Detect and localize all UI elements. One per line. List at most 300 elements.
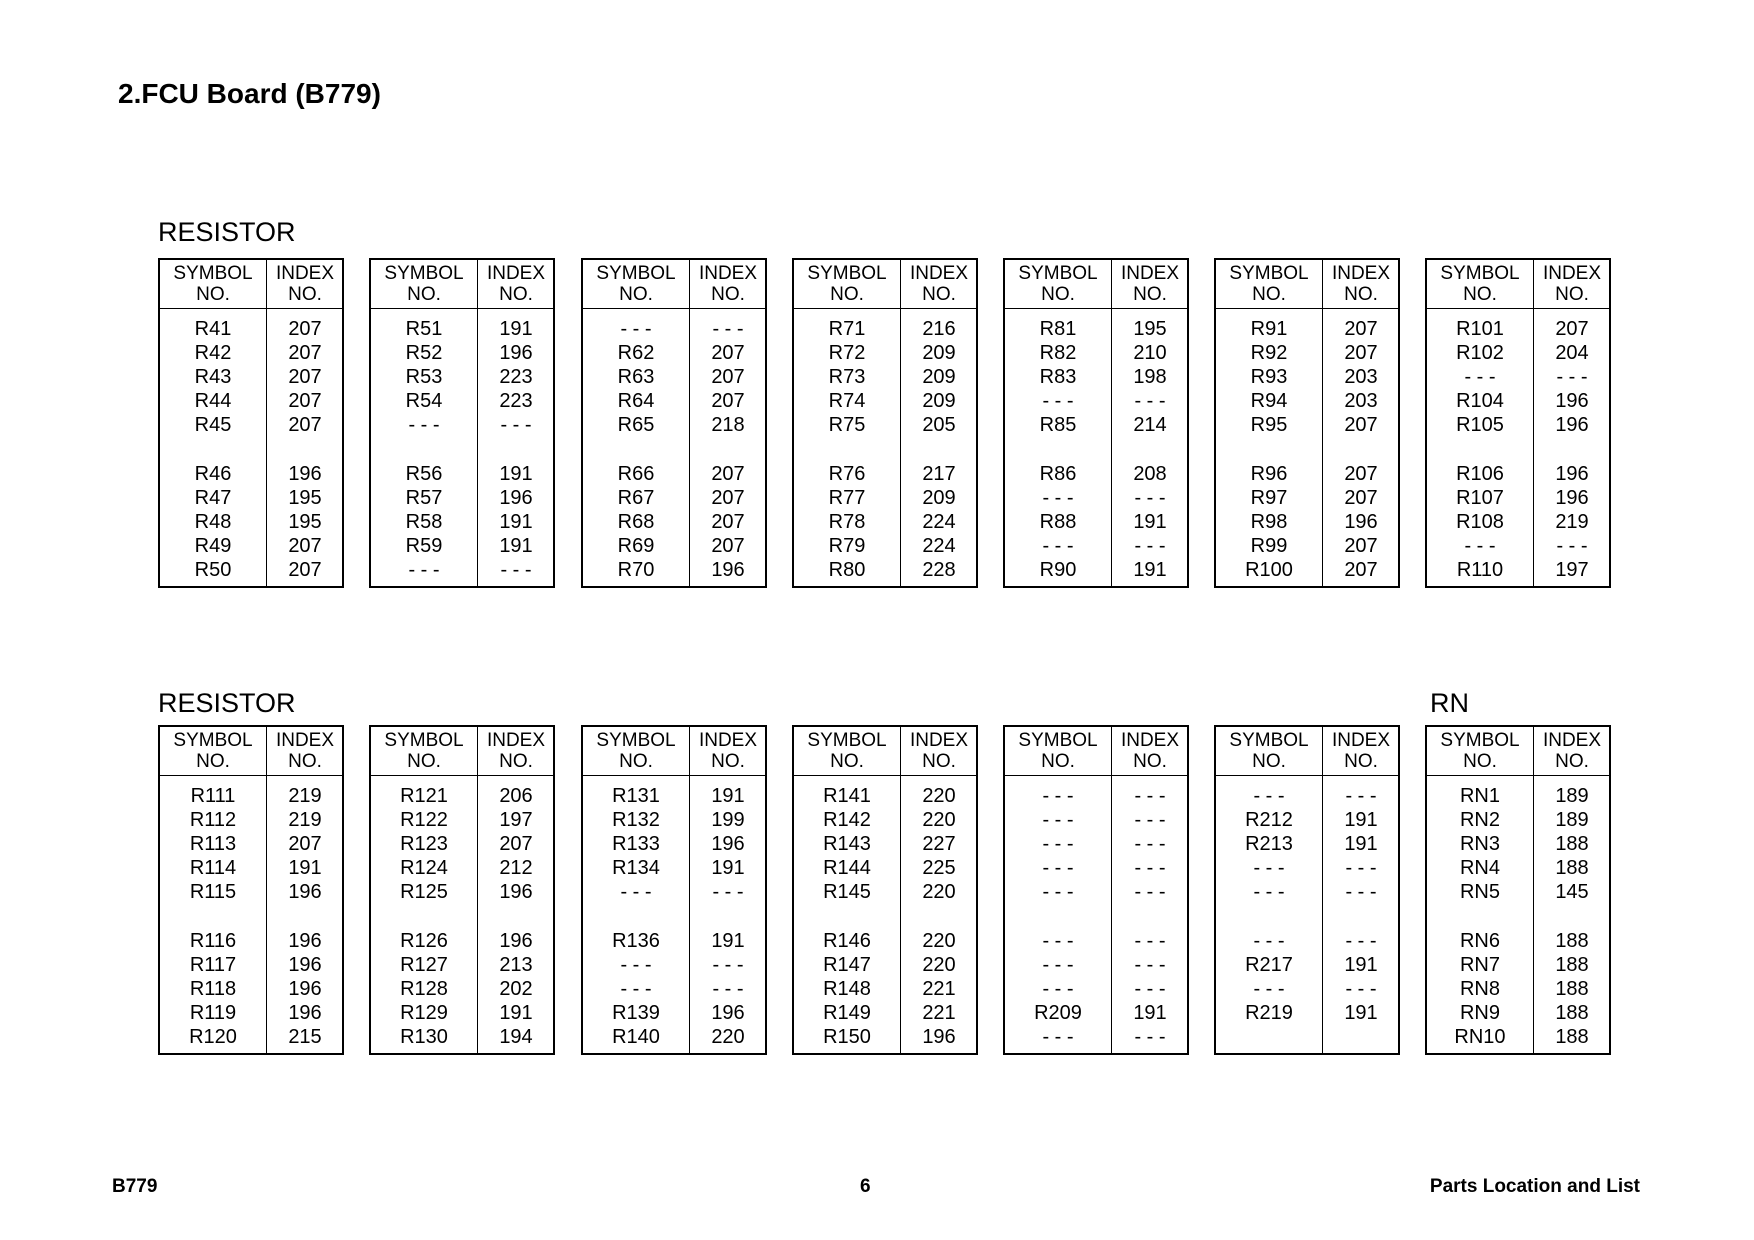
- index-cell: - - -: [1345, 930, 1377, 952]
- index-cell: 195: [1133, 318, 1167, 340]
- index-cell: - - -: [1556, 535, 1588, 557]
- symbol-cell: R51: [405, 318, 443, 340]
- symbol-cell: RN5: [1459, 881, 1500, 903]
- footer-page-number: 6: [860, 1176, 871, 1197]
- index-cell: 196: [499, 930, 533, 952]
- index-cell: 196: [288, 881, 322, 903]
- header-symbol-no-label: NO.: [619, 284, 653, 305]
- header-index-no: [477, 263, 555, 305]
- symbol-cell: RN10: [1454, 1026, 1506, 1048]
- symbol-cell: R213: [1245, 833, 1293, 855]
- index-cell: 196: [1555, 390, 1589, 412]
- index-cell: 191: [499, 1002, 533, 1024]
- index-cell: 205: [922, 414, 956, 436]
- index-cell: 204: [1555, 342, 1589, 364]
- index-cell: 199: [711, 809, 745, 831]
- symbol-cell: R144: [823, 857, 871, 879]
- index-cell: 196: [1344, 511, 1378, 533]
- header-index-no-label: NO.: [922, 284, 956, 305]
- symbol-cell: R143: [823, 833, 871, 855]
- parts-table-r2-c1: [158, 725, 344, 1055]
- symbol-cell: R59: [405, 535, 443, 557]
- index-cell: 191: [1133, 511, 1167, 533]
- index-cell: - - -: [1345, 857, 1377, 879]
- index-cell: 207: [711, 511, 745, 533]
- symbol-cell: R145: [823, 881, 871, 903]
- index-cell: 196: [288, 463, 322, 485]
- index-cell: 206: [499, 785, 533, 807]
- header-symbol-label: SYMBOL: [1018, 263, 1098, 284]
- symbol-cell: R126: [400, 930, 448, 952]
- symbol-cell: R83: [1039, 366, 1077, 388]
- header-symbol-no-label: NO.: [196, 284, 230, 305]
- index-cell: - - -: [1134, 978, 1166, 1000]
- parts-table-r1-c4: [792, 258, 978, 588]
- index-cell: 191: [499, 318, 533, 340]
- index-cell: 225: [922, 857, 956, 879]
- symbol-cell: RN6: [1459, 930, 1500, 952]
- symbol-cell: R43: [194, 366, 232, 388]
- symbol-cell: R75: [828, 414, 866, 436]
- index-cell: 196: [711, 559, 745, 581]
- symbol-cell: R118: [189, 978, 237, 1000]
- index-cell: 207: [1555, 318, 1589, 340]
- header-index-label: INDEX: [1542, 263, 1602, 284]
- index-cell: 198: [1133, 366, 1167, 388]
- header-index-no: [1322, 263, 1400, 305]
- symbol-cell: R139: [612, 1002, 660, 1024]
- symbol-cell: R58: [405, 511, 443, 533]
- symbol-cell: R123: [400, 833, 448, 855]
- index-cell: - - -: [1134, 954, 1166, 976]
- header-symbol-label: SYMBOL: [1440, 730, 1520, 751]
- index-cell: 207: [288, 833, 322, 855]
- symbol-cell: R54: [405, 390, 443, 412]
- index-cell: 210: [1133, 342, 1167, 364]
- header-rule: [160, 308, 342, 309]
- symbol-cell: R147: [823, 954, 871, 976]
- index-cell: 218: [711, 414, 745, 436]
- symbol-cell: R133: [612, 833, 660, 855]
- index-cell: 197: [499, 809, 533, 831]
- symbol-cell: R134: [612, 857, 660, 879]
- symbol-cell: R92: [1250, 342, 1288, 364]
- symbol-cell: R63: [617, 366, 655, 388]
- symbol-cell: R99: [1250, 535, 1288, 557]
- index-cell: - - -: [1134, 535, 1166, 557]
- symbol-cell: R117: [189, 954, 237, 976]
- symbol-cell: R114: [189, 857, 237, 879]
- header-index-no: [1111, 730, 1189, 772]
- symbol-cell: R122: [400, 809, 448, 831]
- index-cell: 202: [499, 978, 533, 1000]
- symbol-cell: - - -: [1464, 535, 1496, 557]
- symbol-cell: - - -: [1042, 930, 1074, 952]
- header-index-no-label: NO.: [1555, 284, 1589, 305]
- parts-table-r2-c7: [1425, 725, 1611, 1055]
- index-cell: 207: [711, 342, 745, 364]
- header-index-no-label: NO.: [499, 751, 533, 772]
- header-symbol-no-label: NO.: [1041, 751, 1075, 772]
- symbol-cell: R120: [189, 1026, 237, 1048]
- index-cell: 220: [922, 809, 956, 831]
- index-cell: 189: [1555, 809, 1589, 831]
- header-rule: [583, 308, 765, 309]
- parts-table-r1-c6: [1214, 258, 1400, 588]
- symbol-cell: R94: [1250, 390, 1288, 412]
- header-index-label: INDEX: [486, 730, 546, 751]
- symbol-cell: R128: [400, 978, 448, 1000]
- header-symbol-no-label: NO.: [407, 284, 441, 305]
- index-cell: 191: [1133, 559, 1167, 581]
- index-cell: 207: [499, 833, 533, 855]
- header-index-label: INDEX: [275, 730, 335, 751]
- index-cell: - - -: [1134, 390, 1166, 412]
- symbol-cell: R74: [828, 390, 866, 412]
- symbol-cell: - - -: [620, 954, 652, 976]
- symbol-cell: R86: [1039, 463, 1077, 485]
- header-index-label: INDEX: [1331, 730, 1391, 751]
- index-cell: 207: [1344, 414, 1378, 436]
- index-cell: 220: [922, 954, 956, 976]
- header-index-label: INDEX: [698, 730, 758, 751]
- symbol-cell: R41: [194, 318, 232, 340]
- index-cell: 219: [1555, 511, 1589, 533]
- symbol-cell: R79: [828, 535, 866, 557]
- header-symbol-no: [1216, 263, 1322, 305]
- header-symbol-no-label: NO.: [1463, 284, 1497, 305]
- index-cell: 209: [922, 342, 956, 364]
- symbol-cell: - - -: [1042, 978, 1074, 1000]
- index-cell: 219: [288, 809, 322, 831]
- header-symbol-no-label: NO.: [619, 751, 653, 772]
- header-symbol-no-label: NO.: [1041, 284, 1075, 305]
- symbol-cell: R108: [1456, 511, 1504, 533]
- index-cell: 195: [288, 487, 322, 509]
- header-index-label: INDEX: [486, 263, 546, 284]
- index-cell: 219: [288, 785, 322, 807]
- index-cell: 207: [1344, 559, 1378, 581]
- symbol-cell: - - -: [1042, 535, 1074, 557]
- symbol-cell: R85: [1039, 414, 1077, 436]
- index-cell: - - -: [1556, 366, 1588, 388]
- symbol-cell: R97: [1250, 487, 1288, 509]
- symbol-cell: R47: [194, 487, 232, 509]
- header-symbol-no: [1005, 263, 1111, 305]
- index-cell: 191: [499, 535, 533, 557]
- index-cell: 196: [1555, 463, 1589, 485]
- index-cell: 207: [711, 390, 745, 412]
- index-cell: 196: [1555, 487, 1589, 509]
- symbol-cell: R96: [1250, 463, 1288, 485]
- index-cell: 196: [711, 1002, 745, 1024]
- symbol-cell: R129: [400, 1002, 448, 1024]
- symbol-cell: RN8: [1459, 978, 1500, 1000]
- symbol-cell: R136: [612, 930, 660, 952]
- header-symbol-no: [160, 730, 266, 772]
- index-cell: - - -: [1134, 809, 1166, 831]
- index-cell: 203: [1344, 390, 1378, 412]
- index-cell: 217: [922, 463, 956, 485]
- index-cell: 188: [1555, 978, 1589, 1000]
- index-cell: 207: [288, 535, 322, 557]
- index-cell: 196: [288, 954, 322, 976]
- symbol-cell: - - -: [620, 881, 652, 903]
- symbol-cell: R102: [1456, 342, 1504, 364]
- symbol-cell: R142: [823, 809, 871, 831]
- index-cell: 220: [922, 785, 956, 807]
- header-rule: [1216, 308, 1398, 309]
- parts-table-r1-c7: [1425, 258, 1611, 588]
- index-cell: 188: [1555, 833, 1589, 855]
- symbol-cell: RN4: [1459, 857, 1500, 879]
- header-symbol-label: SYMBOL: [173, 263, 253, 284]
- header-symbol-no-label: NO.: [1252, 284, 1286, 305]
- symbol-cell: R105: [1456, 414, 1504, 436]
- index-cell: 223: [499, 366, 533, 388]
- page-title: 2.FCU Board (B779): [118, 78, 381, 109]
- symbol-cell: R98: [1250, 511, 1288, 533]
- index-cell: 191: [1133, 1002, 1167, 1024]
- symbol-cell: - - -: [1042, 954, 1074, 976]
- parts-table-r2-c5: [1003, 725, 1189, 1055]
- symbol-cell: R217: [1245, 954, 1293, 976]
- index-cell: - - -: [1134, 833, 1166, 855]
- symbol-cell: R56: [405, 463, 443, 485]
- symbol-cell: R119: [189, 1002, 237, 1024]
- symbol-cell: R100: [1245, 559, 1293, 581]
- header-rule: [794, 775, 976, 776]
- index-cell: 191: [711, 785, 745, 807]
- index-cell: 196: [499, 487, 533, 509]
- header-symbol-label: SYMBOL: [384, 263, 464, 284]
- symbol-cell: R141: [823, 785, 871, 807]
- symbol-cell: R88: [1039, 511, 1077, 533]
- index-cell: 208: [1133, 463, 1167, 485]
- header-index-label: INDEX: [698, 263, 758, 284]
- index-cell: - - -: [712, 318, 744, 340]
- header-index-no-label: NO.: [1555, 751, 1589, 772]
- header-rule: [1005, 775, 1187, 776]
- symbol-cell: - - -: [1042, 857, 1074, 879]
- header-symbol-label: SYMBOL: [384, 730, 464, 751]
- header-index-no: [689, 730, 767, 772]
- parts-table-r2-c3: [581, 725, 767, 1055]
- parts-table-r1-c3: [581, 258, 767, 588]
- symbol-cell: - - -: [620, 978, 652, 1000]
- header-symbol-no-label: NO.: [830, 284, 864, 305]
- header-index-no: [1533, 730, 1611, 772]
- symbol-cell: R82: [1039, 342, 1077, 364]
- header-index-label: INDEX: [909, 730, 969, 751]
- header-index-no-label: NO.: [711, 751, 745, 772]
- index-cell: 224: [922, 535, 956, 557]
- index-cell: 207: [288, 390, 322, 412]
- header-symbol-label: SYMBOL: [596, 263, 676, 284]
- index-cell: 196: [711, 833, 745, 855]
- symbol-cell: R48: [194, 511, 232, 533]
- symbol-cell: R146: [823, 930, 871, 952]
- index-cell: - - -: [500, 559, 532, 581]
- symbol-cell: - - -: [620, 318, 652, 340]
- header-index-no: [1533, 263, 1611, 305]
- index-cell: 191: [499, 463, 533, 485]
- header-rule: [1427, 308, 1609, 309]
- symbol-cell: R124: [400, 857, 448, 879]
- index-cell: 195: [288, 511, 322, 533]
- index-cell: 221: [922, 1002, 956, 1024]
- header-symbol-no: [583, 730, 689, 772]
- index-cell: 188: [1555, 857, 1589, 879]
- index-cell: 191: [711, 857, 745, 879]
- footer-section-title: Parts Location and List: [1429, 1176, 1640, 1197]
- index-cell: - - -: [1134, 881, 1166, 903]
- symbol-cell: R125: [400, 881, 448, 903]
- symbol-cell: R77: [828, 487, 866, 509]
- symbol-cell: R113: [189, 833, 237, 855]
- symbol-cell: - - -: [1253, 857, 1285, 879]
- index-cell: 191: [1344, 954, 1378, 976]
- symbol-cell: - - -: [1464, 366, 1496, 388]
- symbol-cell: R53: [405, 366, 443, 388]
- symbol-cell: R52: [405, 342, 443, 364]
- index-cell: - - -: [1345, 978, 1377, 1000]
- symbol-cell: RN3: [1459, 833, 1500, 855]
- header-symbol-no-label: NO.: [830, 751, 864, 772]
- symbol-cell: R219: [1245, 1002, 1293, 1024]
- index-cell: - - -: [712, 881, 744, 903]
- symbol-cell: RN9: [1459, 1002, 1500, 1024]
- header-rule: [160, 775, 342, 776]
- symbol-cell: R140: [612, 1026, 660, 1048]
- symbol-cell: - - -: [1253, 881, 1285, 903]
- symbol-cell: - - -: [1042, 809, 1074, 831]
- index-cell: 196: [499, 881, 533, 903]
- symbol-cell: R209: [1034, 1002, 1082, 1024]
- symbol-cell: R116: [189, 930, 237, 952]
- index-cell: - - -: [1134, 1026, 1166, 1048]
- symbol-cell: R212: [1245, 809, 1293, 831]
- index-cell: 220: [711, 1026, 745, 1048]
- header-rule: [583, 775, 765, 776]
- index-cell: 207: [288, 342, 322, 364]
- header-symbol-label: SYMBOL: [807, 730, 887, 751]
- index-cell: 188: [1555, 954, 1589, 976]
- header-symbol-label: SYMBOL: [807, 263, 887, 284]
- header-index-label: INDEX: [1120, 730, 1180, 751]
- index-cell: - - -: [1134, 785, 1166, 807]
- symbol-cell: R106: [1456, 463, 1504, 485]
- index-cell: 197: [1555, 559, 1589, 581]
- header-index-no-label: NO.: [1133, 284, 1167, 305]
- symbol-cell: - - -: [1042, 785, 1074, 807]
- index-cell: 196: [288, 1002, 322, 1024]
- index-cell: 220: [922, 930, 956, 952]
- symbol-cell: R68: [617, 511, 655, 533]
- symbol-cell: R67: [617, 487, 655, 509]
- index-cell: - - -: [1345, 785, 1377, 807]
- header-index-no-label: NO.: [922, 751, 956, 772]
- symbol-cell: R78: [828, 511, 866, 533]
- header-index-no-label: NO.: [499, 284, 533, 305]
- symbol-cell: R50: [194, 559, 232, 581]
- parts-table-r1-c5: [1003, 258, 1189, 588]
- header-index-no: [900, 730, 978, 772]
- header-index-no-label: NO.: [711, 284, 745, 305]
- section-label-resistor-2: RESISTOR: [158, 688, 296, 718]
- symbol-cell: R110: [1456, 559, 1504, 581]
- index-cell: 209: [922, 390, 956, 412]
- header-rule: [1427, 775, 1609, 776]
- symbol-cell: R45: [194, 414, 232, 436]
- symbol-cell: R76: [828, 463, 866, 485]
- index-cell: 207: [1344, 487, 1378, 509]
- symbol-cell: R73: [828, 366, 866, 388]
- header-symbol-label: SYMBOL: [596, 730, 676, 751]
- header-index-label: INDEX: [275, 263, 335, 284]
- index-cell: 207: [288, 414, 322, 436]
- symbol-cell: R127: [400, 954, 448, 976]
- index-cell: 207: [288, 559, 322, 581]
- header-rule: [794, 308, 976, 309]
- symbol-cell: R132: [612, 809, 660, 831]
- header-index-no-label: NO.: [1344, 284, 1378, 305]
- parts-table-r2-c6: [1214, 725, 1400, 1055]
- symbol-cell: - - -: [1042, 1026, 1074, 1048]
- index-cell: 209: [922, 366, 956, 388]
- header-symbol-no-label: NO.: [407, 751, 441, 772]
- index-cell: 221: [922, 978, 956, 1000]
- symbol-cell: - - -: [1253, 930, 1285, 952]
- index-cell: - - -: [1134, 930, 1166, 952]
- symbol-cell: R150: [823, 1026, 871, 1048]
- symbol-cell: RN2: [1459, 809, 1500, 831]
- symbol-cell: R65: [617, 414, 655, 436]
- header-symbol-no: [371, 730, 477, 772]
- index-cell: 220: [922, 881, 956, 903]
- symbol-cell: R42: [194, 342, 232, 364]
- header-rule: [1216, 775, 1398, 776]
- index-cell: - - -: [500, 414, 532, 436]
- index-cell: 228: [922, 559, 956, 581]
- symbol-cell: R131: [612, 785, 660, 807]
- symbol-cell: R66: [617, 463, 655, 485]
- index-cell: 188: [1555, 1026, 1589, 1048]
- index-cell: 196: [288, 978, 322, 1000]
- header-index-no: [477, 730, 555, 772]
- symbol-cell: R115: [189, 881, 237, 903]
- header-index-no: [1111, 263, 1189, 305]
- header-rule: [1005, 308, 1187, 309]
- index-cell: 191: [288, 857, 322, 879]
- header-index-no: [266, 263, 344, 305]
- section-label-resistor-1: RESISTOR: [158, 217, 296, 247]
- header-index-no-label: NO.: [1133, 751, 1167, 772]
- header-symbol-no: [1216, 730, 1322, 772]
- symbol-cell: - - -: [408, 414, 440, 436]
- index-cell: 212: [499, 857, 533, 879]
- index-cell: 223: [499, 390, 533, 412]
- symbol-cell: R149: [823, 1002, 871, 1024]
- header-index-no: [689, 263, 767, 305]
- index-cell: - - -: [712, 978, 744, 1000]
- header-symbol-no-label: NO.: [1252, 751, 1286, 772]
- index-cell: 207: [711, 487, 745, 509]
- header-symbol-no: [583, 263, 689, 305]
- symbol-cell: R81: [1039, 318, 1077, 340]
- index-cell: 194: [499, 1026, 533, 1048]
- index-cell: 196: [288, 930, 322, 952]
